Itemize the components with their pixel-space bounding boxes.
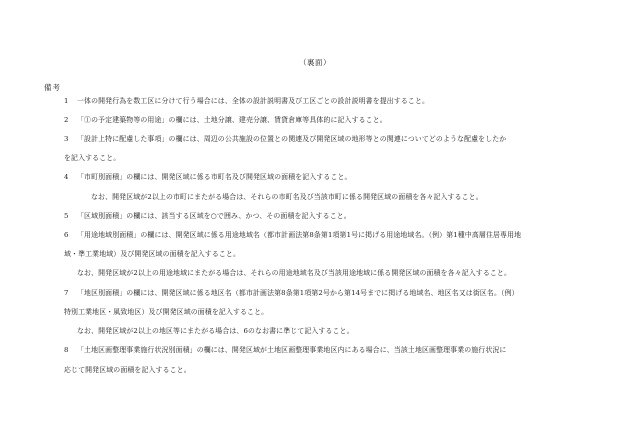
note-text: なお、開発区域が2以上の用途地域にまたがる場合は、それらの用途地域名及び当該用途地域に係る開発区域の面積を各々記入すること。 [77,269,512,277]
note-number: 2 [64,116,69,124]
note-text: 一体の開発行為を数工区に分けて行う場合には、全体の設計説明書及び工区ごとの設計説明書を提出すること。 [77,97,430,105]
note-text: 「地区別面積」の欄には、開発区域に係る地区名（都市計画法第8条第1項第2号から第14号までに掲げる地域名、地区名又は街区名。（例） [77,289,519,297]
note-text: 「区域別面積」の欄には、該当する区域を○で囲み、かつ、その面積を記入すること。 [77,212,351,220]
note-text: 特別工業地区・風致地区）及び開発区域の面積を記入すること。 [64,308,269,316]
note-text: を記入すること。 [64,154,121,162]
note-number: 4 [64,173,69,181]
note-text: なお、開発区域が2以上の地区等にまたがる場合は、6のなお書に準じて記入すること。 [77,327,354,335]
note-number: 6 [64,231,69,239]
page-heading: （裏面） [299,58,331,67]
note-text: 「設計上特に配慮した事項」の欄には、周辺の公共施設の位置との関連及び開発区域の地形等との関連についてどのような配慮をしたか [77,135,507,143]
section-label: 備考 [44,83,61,92]
note-text: 域・準工業地域）及び開発区域の面積を記入すること。 [64,250,241,258]
note-text: 「①の予定建築物等の用途」の欄には、土地分譲、建売分譲、賃貸倉庫等具体的に記入すること。 [77,116,387,124]
note-number: 1 [64,97,69,105]
note-text: なお、開発区域が2以上の市町にまたがる場合は、それらの市町名及び当該市町に係る開発区域の面積を各々記入すること。 [91,193,483,201]
note-text: 「土地区画整理事業施行状況別面積」の欄には、開発区域が土地区画整理事業地区内にある場合に、当該土地区画整理事業の施行状況に [77,346,507,354]
note-number: 8 [64,346,69,354]
note-number: 7 [64,289,69,297]
note-text: 応じて開発区域の面積を記入すること。 [64,366,191,374]
note-text: 「市町別面積」の欄には、開発区域に係る市町名及び開発区域の面積を記入すること。 [77,173,352,181]
note-number: 5 [64,212,69,220]
note-number: 3 [64,135,69,143]
note-text: 「用途地域別面積」の欄には、開発区域に係る用途地域名（都市計画法第8条第1項第1号に掲げる用途地域名。（例）第1種中高層住居専用地 [77,231,522,239]
